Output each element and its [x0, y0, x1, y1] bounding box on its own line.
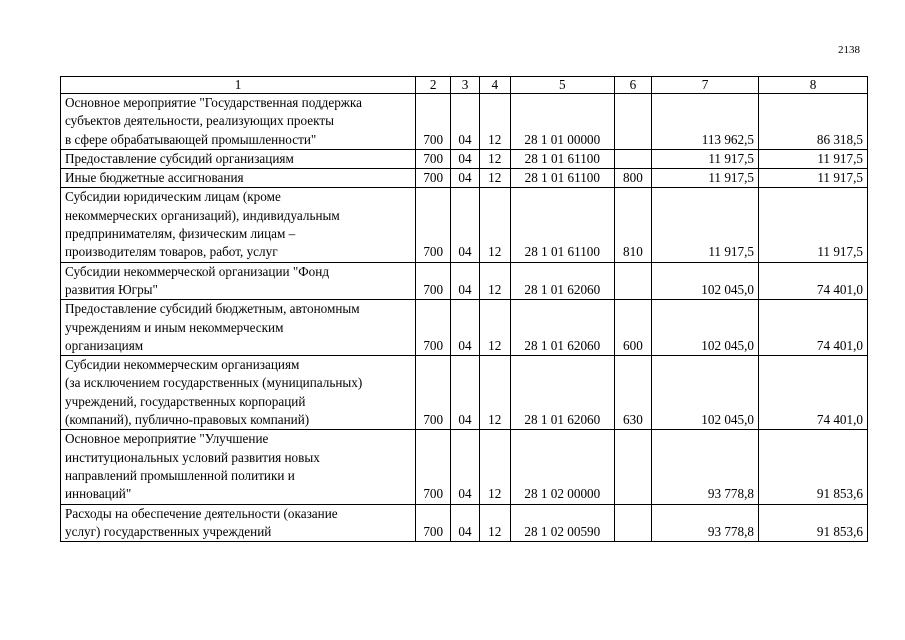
column-header: 7 — [652, 77, 759, 94]
cell-amount-col8: 11 917,5 — [759, 188, 868, 262]
cell-code-expense-type: 800 — [614, 169, 651, 188]
table-row — [61, 169, 868, 188]
cell-code-target: 28 1 01 62060 — [510, 300, 614, 356]
cell-code-ministry: 700 — [416, 169, 451, 188]
cell-amount-col7: 102 045,0 — [652, 300, 759, 356]
cell-amount-col7: 102 045,0 — [652, 356, 759, 430]
cell-code-expense-type — [614, 149, 651, 168]
cell-amount-col8: 11 917,5 — [759, 149, 868, 168]
cell-code-target: 28 1 02 00590 — [510, 504, 614, 542]
description-line: Субсидии юридическим лицам (кроме — [65, 189, 281, 205]
description-line: в сфере обрабатывающей промышленности" — [65, 131, 317, 147]
cell-amount-col8: 86 318,5 — [759, 94, 868, 150]
table-row — [61, 188, 868, 262]
cell-amount-col8: 91 853,6 — [759, 430, 868, 504]
cell-description — [61, 262, 416, 300]
cell-code-ministry: 700 — [416, 300, 451, 356]
cell-code-section: 04 — [451, 262, 479, 300]
description-line: инноваций" — [65, 486, 132, 502]
column-header: 5 — [510, 77, 614, 94]
cell-code-subsection: 12 — [479, 356, 510, 430]
cell-code-section: 04 — [451, 504, 479, 542]
cell-code-target: 28 1 01 61100 — [510, 169, 614, 188]
cell-code-section: 04 — [451, 188, 479, 262]
cell-code-section: 04 — [451, 300, 479, 356]
description-line: Субсидии некоммерческим организациям — [65, 357, 300, 373]
cell-code-section: 04 — [451, 169, 479, 188]
cell-amount-col8: 74 401,0 — [759, 300, 868, 356]
description-line: предпринимателям, физическим лицам – — [65, 226, 296, 242]
table-row — [61, 300, 868, 356]
table-body — [61, 94, 868, 542]
description-line: субъектов деятельности, реализующих проекты — [65, 113, 334, 129]
cell-code-subsection: 12 — [479, 262, 510, 300]
table-row — [61, 94, 868, 150]
cell-code-target: 28 1 01 61100 — [510, 149, 614, 168]
cell-code-subsection: 12 — [479, 188, 510, 262]
cell-code-target: 28 1 01 00000 — [510, 94, 614, 150]
description-line: направлений промышленной политики и — [65, 467, 295, 483]
cell-description — [61, 188, 416, 262]
cell-code-subsection: 12 — [479, 300, 510, 356]
cell-code-section: 04 — [451, 356, 479, 430]
cell-code-subsection: 12 — [479, 169, 510, 188]
cell-code-section: 04 — [451, 94, 479, 150]
table-row — [61, 262, 868, 300]
cell-description — [61, 356, 416, 430]
description-line: (компаний), публично-правовых компаний) — [65, 412, 310, 428]
cell-code-subsection: 12 — [479, 149, 510, 168]
cell-amount-col8: 11 917,5 — [759, 169, 868, 188]
cell-description — [61, 504, 416, 542]
table-row — [61, 504, 868, 542]
cell-description — [61, 169, 416, 188]
cell-code-subsection: 12 — [479, 504, 510, 542]
description-line: Расходы на обеспечение деятельности (оказание — [65, 505, 338, 521]
cell-code-ministry: 700 — [416, 430, 451, 504]
description-line: Субсидии некоммерческой организации "Фонд — [65, 263, 330, 279]
cell-code-expense-type — [614, 94, 651, 150]
cell-code-ministry: 700 — [416, 262, 451, 300]
cell-amount-col7: 11 917,5 — [652, 169, 759, 188]
column-header: 6 — [614, 77, 651, 94]
cell-amount-col8: 74 401,0 — [759, 356, 868, 430]
cell-code-expense-type: 600 — [614, 300, 651, 356]
column-header: 2 — [416, 77, 451, 94]
description-line: Основное мероприятие "Государственная поддержка — [65, 95, 362, 110]
cell-code-target: 28 1 02 00000 — [510, 430, 614, 504]
cell-code-expense-type: 630 — [614, 356, 651, 430]
cell-code-target: 28 1 01 61100 — [510, 188, 614, 262]
cell-code-subsection: 12 — [479, 94, 510, 150]
cell-amount-col8: 74 401,0 — [759, 262, 868, 300]
cell-code-expense-type — [614, 262, 651, 300]
cell-description — [61, 300, 416, 356]
description-line: услуг) государственных учреждений — [65, 523, 272, 539]
table-row — [61, 356, 868, 430]
cell-description — [61, 94, 416, 150]
column-header: 1 — [61, 77, 416, 94]
cell-code-expense-type: 810 — [614, 188, 651, 262]
description-line: Предоставление субсидий бюджетным, автономным — [65, 301, 360, 317]
cell-code-ministry: 700 — [416, 149, 451, 168]
cell-code-ministry: 700 — [416, 504, 451, 542]
description-line: производителям товаров, работ, услуг — [65, 244, 278, 260]
description-line: некоммерческих организаций), индивидуальным — [65, 207, 340, 223]
description-line: Иные бюджетные ассигнования — [65, 170, 244, 186]
cell-code-ministry: 700 — [416, 94, 451, 150]
description-line: (за исключением государственных (муниципальных) — [65, 375, 363, 391]
cell-amount-col7: 102 045,0 — [652, 262, 759, 300]
description-line: учреждениям и иным некоммерческим — [65, 319, 284, 335]
cell-code-ministry: 700 — [416, 188, 451, 262]
cell-amount-col7: 11 917,5 — [652, 149, 759, 168]
table-row — [61, 149, 868, 168]
description-line: институциональных условий развития новых — [65, 449, 320, 465]
cell-code-section: 04 — [451, 149, 479, 168]
cell-amount-col7: 113 962,5 — [652, 94, 759, 150]
cell-description — [61, 430, 416, 504]
cell-code-expense-type — [614, 430, 651, 504]
budget-table — [60, 76, 868, 542]
cell-description — [61, 149, 416, 168]
column-header: 8 — [759, 77, 868, 94]
column-header: 4 — [479, 77, 510, 94]
page-number: 2138 — [838, 44, 860, 56]
cell-code-section: 04 — [451, 430, 479, 504]
description-line: организациям — [65, 337, 144, 353]
description-line: Основное мероприятие "Улучшение — [65, 431, 269, 447]
cell-code-subsection: 12 — [479, 430, 510, 504]
cell-amount-col7: 93 778,8 — [652, 504, 759, 542]
column-header: 3 — [451, 77, 479, 94]
cell-code-target: 28 1 01 62060 — [510, 262, 614, 300]
cell-code-expense-type — [614, 504, 651, 542]
cell-code-target: 28 1 01 62060 — [510, 356, 614, 430]
cell-amount-col7: 11 917,5 — [652, 188, 759, 262]
cell-amount-col8: 91 853,6 — [759, 504, 868, 542]
header-row — [61, 77, 868, 94]
cell-code-ministry: 700 — [416, 356, 451, 430]
description-line: развития Югры" — [65, 281, 158, 297]
cell-amount-col7: 93 778,8 — [652, 430, 759, 504]
description-line: Предоставление субсидий организациям — [65, 150, 294, 166]
description-line: учреждений, государственных корпораций — [65, 393, 306, 409]
table-row — [61, 430, 868, 504]
